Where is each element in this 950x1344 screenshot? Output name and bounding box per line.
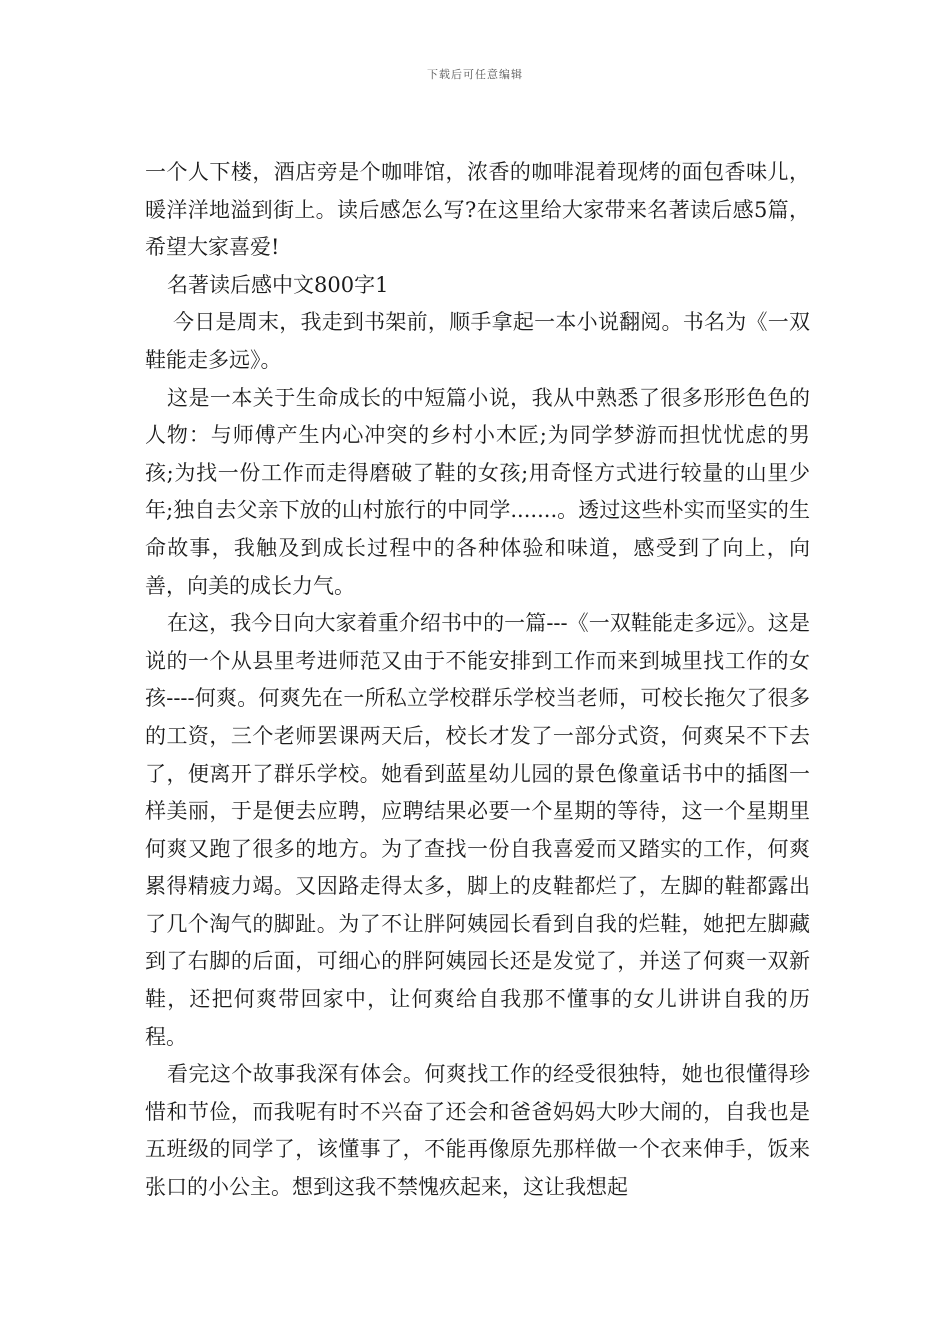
paragraph-book-summary: 这是一本关于生命成长的中短篇小说，我从中熟悉了很多形形色色的人物：与师傅产生内心冲突的乡村小木匠;为同学梦游而担忧忧虑的男孩;为找一份工作而走得磨破了鞋的女孩;用奇怪方式进行较量的山里少年;独自去父亲下放的山村旅行的中同学.......。透过这些朴实而坚实的生命故事，我触及到成长过程中的各种体验和味道，感受到了向上，向善，向美的成长力气。	[145, 385, 810, 598]
paragraph-story: 在这，我今日向大家着重介绍书中的一篇---《一双鞋能走多远》。这是说的一个从县里考进师范又由于不能安排到工作而来到城里找工作的女孩----何爽。何爽先在一所私立学校群乐学校当老师，可校长拖欠了很多的工资，三个老师罢课两天后，校长才发了一部分式资，何爽呆不下去了，便离开了群乐学校。她看到蓝星幼儿园的景色像童话书中的插图一样美丽，于是便去应聘，应聘结果必要一个星期的等待，这一个星期里何爽又跑了很多的地方。为了查找一份自我喜爱而又踏实的工作，何爽累得精疲力竭。又因路走得太多，脚上的皮鞋都烂了，左脚的鞋都露出了几个淘气的脚趾。为了不让胖阿姨园长看到自我的烂鞋，她把左脚藏到了右脚的后面，可细心的胖阿姨园长还是发觉了，并送了何爽一双新鞋，还把何爽带回家中，让何爽给自我那不懂事的女儿讲讲自我的历程。	[145, 611, 810, 1049]
paragraph-weekend: 今日是周末，我走到书架前，顺手拿起一本小说翻阅。书名为《一双鞋能走多远》。	[145, 310, 810, 372]
page-header: 下载后可任意编辑	[427, 68, 523, 81]
document-body	[145, 154, 810, 1207]
paragraph-intro: 一个人下楼，酒店旁是个咖啡馆，浓香的咖啡混着现烤的面包香味儿，暖洋洋地溢到街上。读后感怎么写?在这里给大家带来名著读后感5篇，希望大家喜爱!	[145, 160, 810, 260]
paragraph-reflection: 看完这个故事我深有体会。何爽找工作的经受很独特，她也很懂得珍惜和节俭，而我呢有时不兴奋了还会和爸爸妈妈大吵大闹的，自我也是五班级的同学了，该懂事了，不能再像原先那样做一个衣来伸手，饭来张口的小公主。想到这我不禁愧疚起来，这让我想起	[145, 1062, 810, 1200]
section-heading: 名著读后感中文800字1	[167, 272, 389, 297]
